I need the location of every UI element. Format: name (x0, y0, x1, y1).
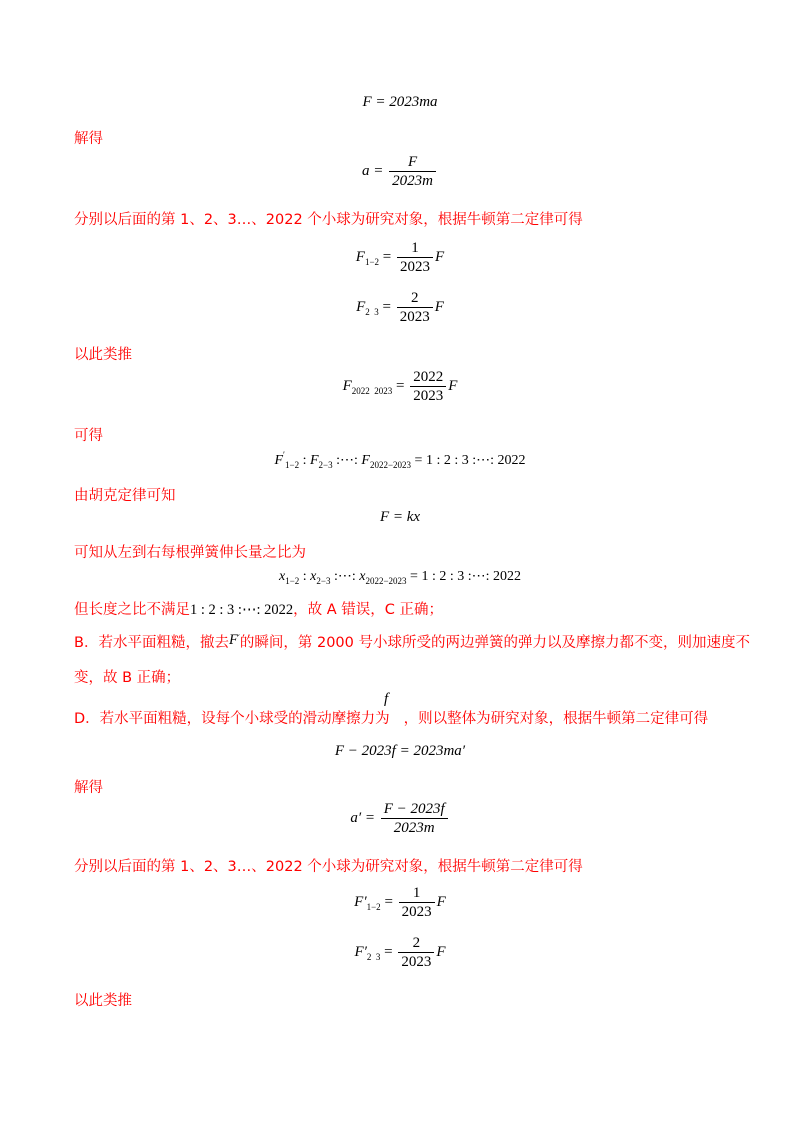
eq12-force: F′ (354, 943, 367, 960)
eq6-rhs: = 1 : 2 : 3 :⋯: 2022 (414, 453, 526, 468)
eq3-denominator: 2023 (400, 259, 431, 275)
text-obtain: 可得 (74, 428, 103, 444)
eq11-force: F′ (354, 893, 367, 910)
eq2-fraction (389, 153, 436, 190)
eq6-sub2: 2−3 (318, 460, 333, 470)
text-solve-2: 解得 (74, 780, 103, 796)
eq4-force: F (356, 298, 366, 315)
inline-force-f: F (228, 632, 238, 648)
text-elongation-ratio: 可知从左到右每根弹簧伸长量之比为 (74, 545, 306, 561)
text-study-balls-1: 分别以后面的第 1、2、3…、2022 个小球为研究对象，根据牛顿第二定律可得 (74, 212, 583, 228)
eq5-equals: = (396, 377, 405, 394)
text-analogy-2: 以此类推 (74, 993, 132, 1009)
eq5-fraction (410, 368, 446, 405)
eq2-numerator: F (389, 153, 436, 172)
eq10-denominator: 2023m (393, 820, 435, 836)
equation-hooke: F = kx (379, 509, 421, 525)
eq11-subscript: 1−2 (366, 901, 381, 912)
equation-f12 (0, 239, 800, 276)
eq3-equals: = (382, 248, 392, 265)
eq6-f1: F (274, 453, 284, 468)
eq6-sub1: 1−2 (285, 460, 300, 470)
eq10-fraction (381, 800, 448, 837)
eq6-sub3: 2022−2023 (369, 460, 412, 470)
eq5-numerator: 2022 (410, 368, 446, 387)
eq12-subscript: 2 3 (366, 951, 381, 962)
eq4-equals: = (382, 298, 391, 315)
eq5-subscript: 2022 2023 (351, 385, 393, 396)
equation-acceleration-friction (0, 800, 800, 837)
eq4-tail: F (434, 298, 444, 315)
text-hooke-law: 由胡克定律可知 (74, 488, 176, 504)
equation-f12-prime (0, 884, 800, 921)
inline-friction-f: f (384, 691, 389, 707)
eq8-x1: x (278, 569, 286, 584)
eq5-denominator: 2023 (413, 388, 444, 404)
equation-f2022-2023 (0, 368, 800, 405)
eq3-force: F (355, 248, 365, 265)
eq4-subscript: 2 3 (365, 306, 379, 317)
equation-force-ratio: $F'_{1-2}$ : $F_{2-3}$ :⋯: $F_{2022-2023} = 1$ : 2 : 3 :⋯: 2022 (274, 450, 526, 470)
eq11-equals: = (384, 893, 393, 910)
eq3-subscript: 1−2 (364, 256, 380, 267)
text-option-d-b: ，则以整体为研究对象，根据牛顿第二定律可得 (403, 711, 709, 727)
eq6-f3: F (361, 453, 370, 468)
eq5-tail: F (448, 377, 458, 394)
eq11-denominator: 2023 (401, 904, 432, 920)
eq3-fraction (397, 239, 433, 276)
eq12-denominator: 2023 (401, 954, 432, 970)
eq2-lhs: a = (362, 162, 384, 179)
eq8-rhs: = 1 : 2 : 3 :⋯: 2022 (410, 569, 522, 584)
equation-f23-prime (0, 934, 800, 971)
eq3-numerator: 1 (397, 239, 433, 258)
text-option-b-cont: 变，故 B 正确； (74, 670, 181, 686)
eq8-sub2: 2−3 (316, 576, 331, 586)
text-analogy-1: 以此类推 (74, 347, 132, 363)
eq5-force: F (342, 377, 352, 394)
eq8-x3: x (359, 569, 366, 584)
eq11-tail: F (436, 893, 446, 910)
text-length-ratio-conclusion (74, 598, 443, 619)
text-option-d (74, 707, 708, 728)
eq11-fraction (399, 884, 435, 921)
eq4-numerator: 2 (397, 289, 433, 308)
eq3-tail: F (435, 248, 445, 265)
text-option-b-a: B．若水平面粗糙，撤去 (74, 635, 229, 651)
eq6-f2: F (309, 453, 319, 468)
text-solve-1: 解得 (74, 131, 103, 147)
text-option-b: B．若水平面粗糙，撤去F′的瞬间，第 2000 号小球所受的两边弹簧的弹力以及摩擦力都不变，则加速度不 (74, 632, 750, 651)
text-length-ratio-b: ，故 A 错误，C 正确； (293, 602, 443, 618)
equation-acceleration (0, 153, 800, 190)
eq11-numerator: 1 (399, 884, 435, 903)
equation-elongation-ratio: $x_{1-2}$ : $x_{2-3}$ :⋯: $x_{2022-2023} = 1$ : 2 : 3 :⋯: 2022 (278, 569, 522, 586)
eq10-lhs: a′ = (350, 809, 375, 826)
eq2-denominator: 2023m (392, 173, 433, 189)
eq12-numerator: 2 (398, 934, 434, 953)
eq10-numerator: F − 2023f (381, 800, 448, 819)
eq4-denominator: 2023 (399, 309, 430, 325)
eq8-sub1: 1−2 (285, 576, 300, 586)
eq8-x2: x (310, 569, 317, 584)
equation-friction-total: F − 2023f = 2023ma′ (334, 743, 466, 759)
equation-newton-total: F = 2023ma (362, 94, 438, 110)
text-length-ratio-a: 但长度之比不满足 (74, 602, 190, 618)
equation-f23 (0, 289, 800, 326)
eq12-tail: F (436, 943, 446, 960)
eq4-fraction (397, 289, 433, 326)
inline-ratio-math: 1 : 2 : 3 :⋯: 2022 (190, 602, 294, 618)
eq12-fraction (398, 934, 434, 971)
text-study-balls-2: 分别以后面的第 1、2、3…、2022 个小球为研究对象，根据牛顿第二定律可得 (74, 859, 583, 875)
text-option-b-b: 的瞬间，第 2000 号小球所受的两边弹簧的弹力以及摩擦力都不变，则加速度不 (239, 635, 750, 651)
eq12-equals: = (384, 943, 393, 960)
eq8-sub3: 2022−2023 (365, 576, 407, 586)
text-option-d-a: D．若水平面粗糙，设每个小球受的滑动摩擦力为 (74, 711, 390, 727)
